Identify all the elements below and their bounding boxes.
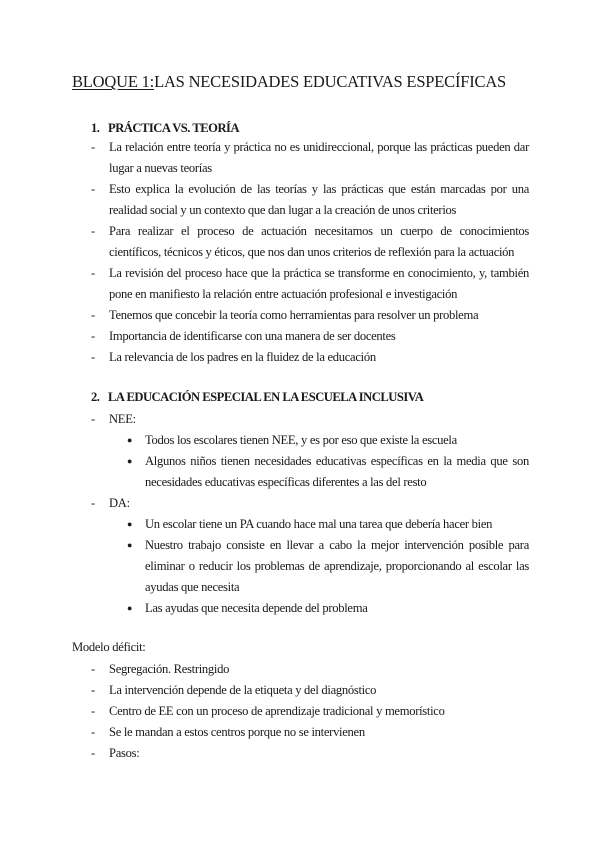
title-text: LAS NECESIDADES EDUCATIVAS ESPECÍFICAS: [154, 72, 507, 91]
dash-marker: -: [91, 224, 95, 238]
dash-marker: -: [91, 496, 95, 510]
dash-marker: -: [91, 308, 95, 322]
dash-marker: -: [91, 725, 95, 739]
section-2-heading: [91, 390, 423, 405]
list-item: - La relevancia de los padres en la fluidez de la educación: [91, 347, 529, 368]
list-item: - La intervención depende de la etiqueta y del diagnóstico: [91, 680, 529, 701]
list-item: - Esto explica la evolución de las teorías y las prácticas que están marcadas por una realidad social y un contexto que dan lugar a la creación de unos criterios: [91, 179, 529, 221]
list-item-nee: - NEE:: [91, 409, 529, 430]
dash-marker: -: [91, 140, 95, 154]
list-item-da: - DA:: [91, 493, 529, 514]
list-item: - Importancia de identificarse con una manera de ser docentes: [91, 326, 529, 347]
dash-marker: -: [91, 329, 95, 343]
section-1-number: 1.: [91, 121, 100, 135]
dash-marker: -: [91, 182, 95, 196]
bullet-marker: ●: [127, 603, 133, 613]
section-1-heading: [91, 121, 239, 136]
list-item: - Se le mandan a estos centros porque no se intervienen: [91, 722, 529, 743]
bullet-item: ● Las ayudas que necesita depende del problema: [127, 598, 529, 619]
list-item: - Pasos:: [91, 743, 529, 764]
page-title: [72, 72, 542, 92]
dash-marker: -: [91, 412, 95, 426]
title-block-label: BLOQUE 1:: [72, 72, 155, 91]
list-item: - La revisión del proceso hace que la práctica se transforme en conocimiento, y, también pone en manifiesto la relación entre actuación profesional e investigación: [91, 263, 529, 305]
bullet-marker: ●: [127, 540, 133, 550]
bullet-marker: ●: [127, 456, 133, 466]
dash-marker: -: [91, 683, 95, 697]
bullet-item: ● Un escolar tiene un PA cuando hace mal una tarea que debería hacer bien: [127, 514, 529, 535]
section-2-number: 2.: [91, 390, 100, 404]
dash-marker: -: [91, 350, 95, 364]
dash-marker: -: [91, 746, 95, 760]
bullet-item: ● Algunos niños tienen necesidades educativas específicas en la media que son necesidades educativas específicas diferentes a las del resto: [127, 451, 529, 493]
bullet-item: ● Nuestro trabajo consiste en llevar a cabo la mejor intervención posible para eliminar o reducir los problemas de aprendizaje, proporcionando al escolar las ayudas que necesita: [127, 535, 529, 598]
dash-marker: -: [91, 662, 95, 676]
list-item: - Segregación. Restringido: [91, 659, 529, 680]
list-item: - La relación entre teoría y práctica no es unidireccional, porque las prácticas pueden dar lugar a nuevas teorías: [91, 137, 529, 179]
bullet-marker: ●: [127, 519, 133, 529]
section-1-title: PRÁCTICA VS. TEORÍA: [108, 121, 240, 135]
modelo-deficit-label: Modelo déficit:: [72, 640, 146, 654]
bullet-marker: ●: [127, 435, 133, 445]
list-item: - Centro de EE con un proceso de aprendizaje tradicional y memorístico: [91, 701, 529, 722]
dash-marker: -: [91, 704, 95, 718]
section-2-title: LA EDUCACIÓN ESPECIAL EN LA ESCUELA INCLUSIVA: [108, 390, 424, 404]
bullet-item: ● Todos los escolares tienen NEE, y es por eso que existe la escuela: [127, 430, 529, 451]
list-item: - Tenemos que concebir la teoría como herramientas para resolver un problema: [91, 305, 529, 326]
list-item: - Para realizar el proceso de actuación necesitamos un cuerpo de conocimientos científicos, técnicos y éticos, que nos dan unos criterios de reflexión para la actuación: [91, 221, 529, 263]
dash-marker: -: [91, 266, 95, 280]
